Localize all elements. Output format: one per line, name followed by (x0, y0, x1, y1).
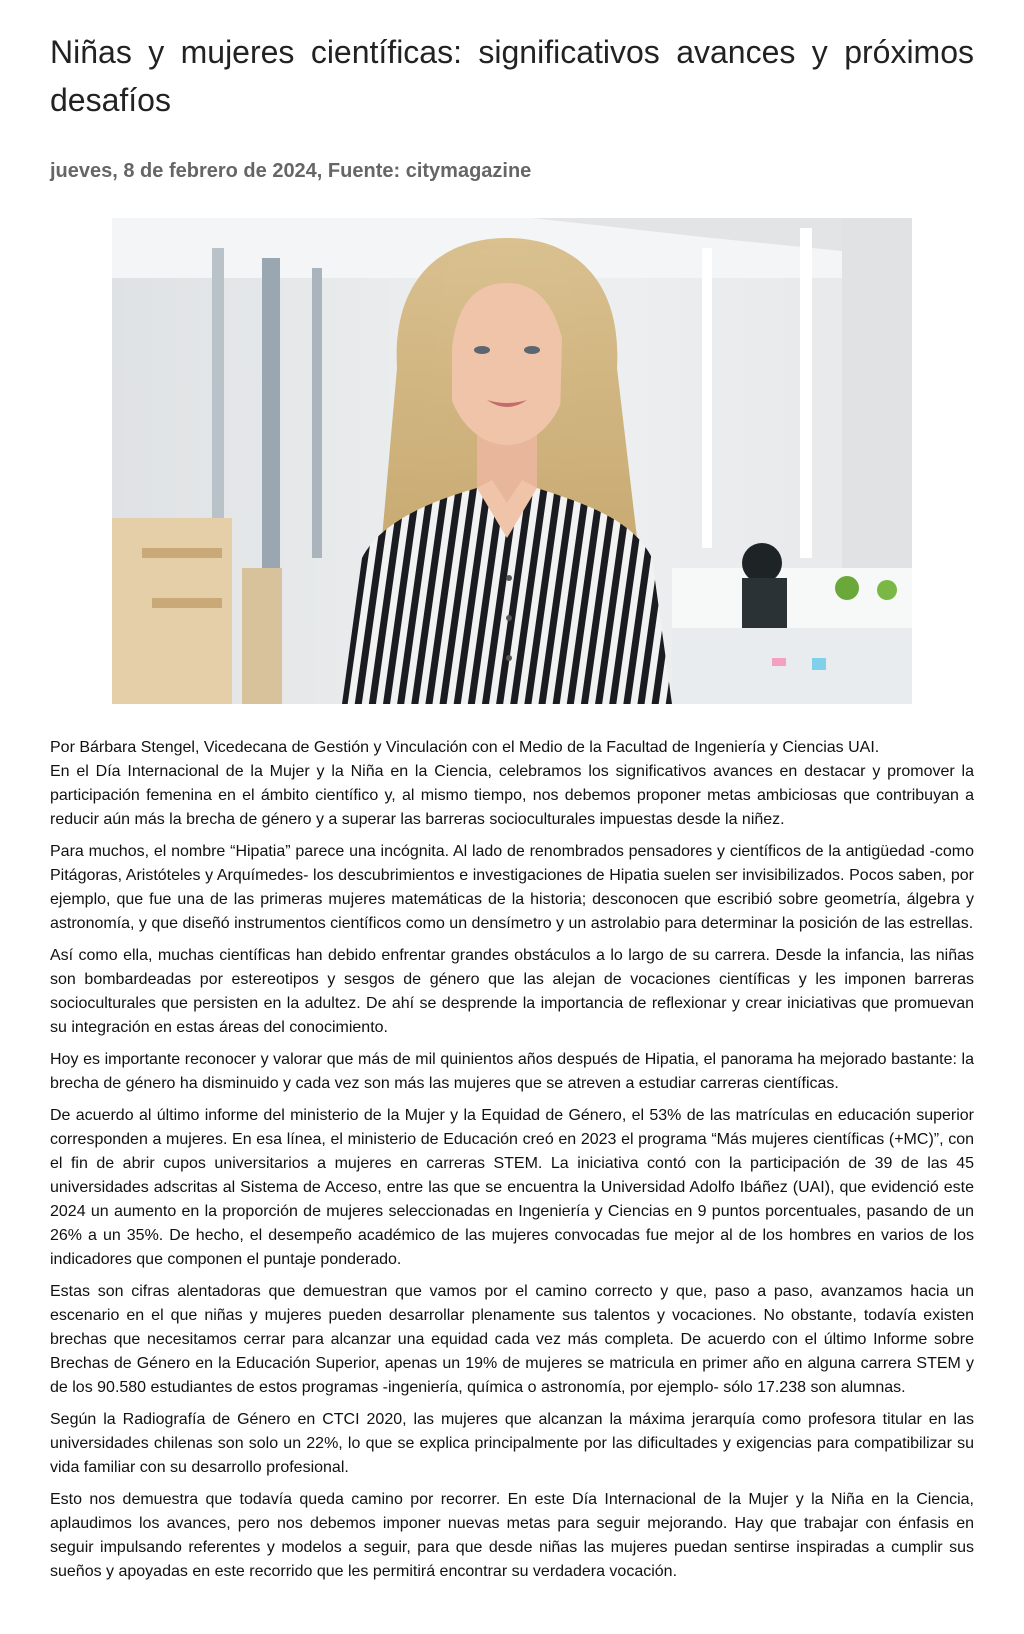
article-date-source: jueves, 8 de febrero de 2024, Fuente: citymagazine (50, 160, 532, 182)
article-paragraph: De acuerdo al último informe del ministerio de la Mujer y la Equidad de Género, el 53% de las matrículas en educación superior corresponden a mujeres. En esa línea, el ministerio de Educación creó en 2023 el programa “Más mujeres científicas (+MC)”, con el fin de abrir cupos universitarios a mujeres en carreras STEM. La iniciativa contó con la participación de 39 de las 45 universidades adscritas al Sistema de Acceso, entre las que se encuentra la Universidad Adolfo Ibáñez (UAI), que evidenció este 2024 un aumento en la proporción de mujeres seleccionadas en Ingeniería y Ciencias en 9 puntos porcentuales, pasando de un 26% a un 35%. De hecho, el desempeño académico de las mujeres convocadas fue mejor al de los hombres en varios de los indicadores que componen el puntaje ponderado. (50, 1107, 974, 1268)
article-paragraph: Para muchos, el nombre “Hipatia” parece una incógnita. Al lado de renombrados pensadores y científicos de la antigüedad -como Pitágoras, Aristóteles y Arquímedes- los descubrimientos e investigaciones de Hipatia suelen ser invisibilizados. Pocos saben, por ejemplo, que fue una de las primeras mujeres matemáticas de la historia; desconocen que escribió sobre geometría, álgebra y astronomía, y que diseñó instrumentos científicos como un densímetro y un astrolabio para determinar la posición de las estrellas. (50, 843, 974, 932)
article-paragraph: En el Día Internacional de la Mujer y la Niña en la Ciencia, celebramos los significativos avances en destacar y promover la participación femenina en el ámbito científico y, al mismo tiempo, nos debemos proponer metas ambiciosas que contribuyan a reducir aún más la brecha de género y a superar las barreras socioculturales impuestas desde la niñez. (50, 763, 974, 828)
article-photo (112, 218, 912, 704)
article-paragraph: Estas son cifras alentadoras que demuestran que vamos por el camino correcto y que, paso a paso, avanzamos hacia un escenario en el que niñas y mujeres pueden desarrollar plenamente sus talentos y vocaciones. No obstante, todavía existen brechas que necesitamos cerrar para alcanzar una equidad cada vez más completa. De acuerdo con el último Informe sobre Brechas de Género en la Educación Superior, apenas un 19% de mujeres se matricula en primer año en alguna carrera STEM y de los 90.580 estudiantes de estos programas -ingeniería, química o astronomía, por ejemplo- sólo 17.238 son alumnas. (50, 1283, 974, 1396)
article-paragraph: Así como ella, muchas científicas han debido enfrentar grandes obstáculos a lo largo de su carrera. Desde la infancia, las niñas son bombardeadas por estereotipos y sesgos de género que las alejan de vocaciones científicas y les imponen barreras socioculturales que persisten en la adultez. De ahí se desprende la importancia de reflexionar y crear iniciativas que promuevan su integración en estas áreas del conocimiento. (50, 947, 974, 1036)
article-paragraph: Hoy es importante reconocer y valorar que más de mil quinientos años después de Hipatia, el panorama ha mejorado bastante: la brecha de género ha disminuido y cada vez son más las mujeres que se atreven a estudiar carreras científicas. (50, 1051, 974, 1092)
article (50, 0, 974, 1592)
article-byline: Por Bárbara Stengel, Vicedecana de Gestión y Vinculación con el Medio de la Facultad de Ingeniería y Ciencias UAI. (50, 739, 880, 756)
article-title: Niñas y mujeres científicas: significativos avances y próximos desafíos (50, 34, 974, 118)
article-paragraph: Según la Radiografía de Género en CTCI 2020, las mujeres que alcanzan la máxima jerarquía como profesora titular en las universidades chilenas son solo un 22%, lo que se explica principalmente por las dificultades y exigencias para compatibilizar su vida familiar con su desarrollo profesional. (50, 1411, 974, 1476)
article-paragraph: Esto nos demuestra que todavía queda camino por recorrer. En este Día Internacional de la Mujer y la Niña en la Ciencia, aplaudimos los avances, pero nos debemos imponer nuevas metas para seguir mejorando. Hay que trabajar con énfasis en seguir impulsando referentes y modelos a seguir, para que desde niñas las mujeres puedan sentirse inspiradas a cumplir sus sueños y apoyadas en este recorrido que les permitirá encontrar su verdadera vocación. (50, 1491, 974, 1580)
portrait-photo-illustration (112, 218, 912, 704)
article-body (50, 736, 974, 1584)
